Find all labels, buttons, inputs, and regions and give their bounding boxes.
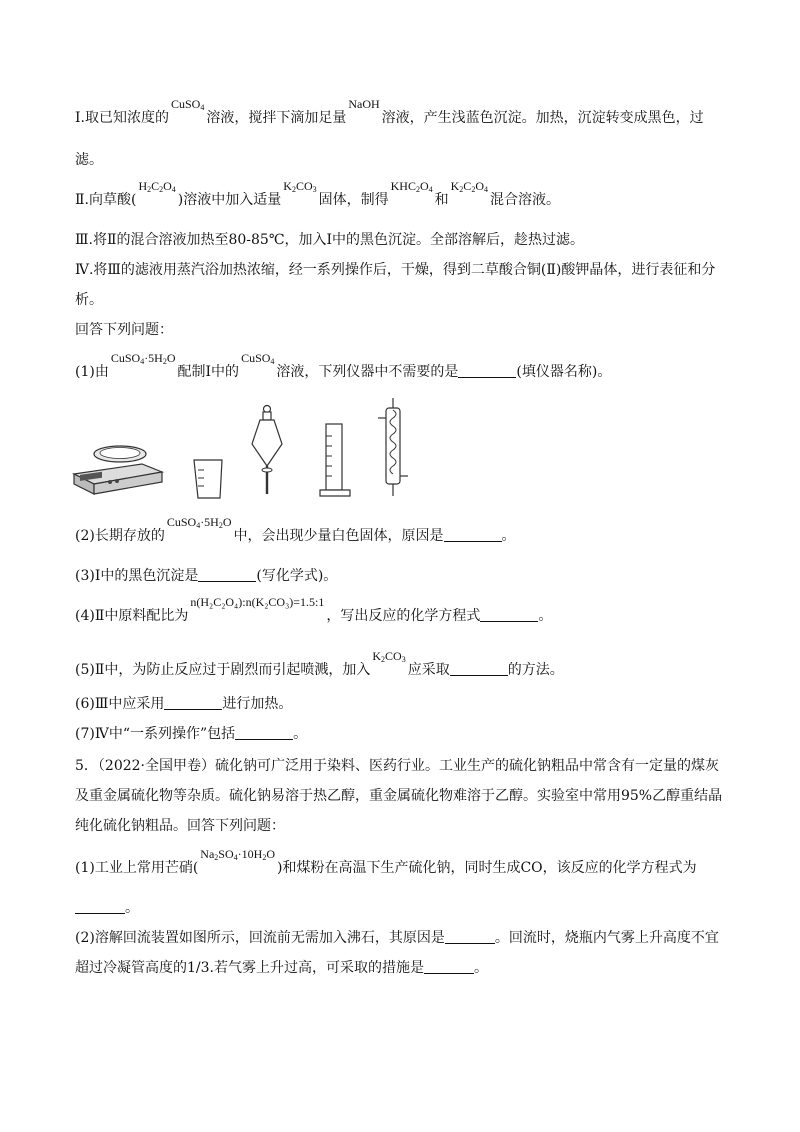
beaker-image xyxy=(192,458,226,500)
graduated-cylinder-image xyxy=(318,422,352,498)
formula-cuso4-5h2o: $CuSO_4\cdot 5H_2O$ xyxy=(166,515,232,530)
answer-blank-p5-q2b[interactable] xyxy=(424,959,474,974)
step-2-line: Ⅱ.向草酸$(H_2C_2O_4)$溶液中加入适量$K_2CO_3$固体，制得$KHC_2O_4$和$K_2C_2O_4$混合溶液。 xyxy=(75,190,740,212)
balance-image xyxy=(72,438,164,498)
question-6: (6)Ⅲ中应采用 进行加热。 xyxy=(75,696,293,712)
problem-5-question-2: (2)溶解回流装置如图所示，回流前无需加入沸石，其原因是 。回流时，烧瓶内气雾上升高度不宜 xyxy=(75,930,719,946)
formula-na2so4-10h2o: $Na_2SO_4\cdot 10H_2O$ xyxy=(200,847,275,862)
question-5: (5)Ⅱ中，为防止反应过于剧烈而引起喷溅，加入$K_2CO_3$应采取 的方法。 xyxy=(75,660,740,682)
formula-khc2o4: $KHC_2O_4$ xyxy=(390,179,433,194)
formula-k2c2o4: $K_2C_2O_4$ xyxy=(450,179,488,194)
step-1-line: Ⅰ.取已知浓度的CuSO$_4$溶液，搅拌下滴加足量NaOH溶液，产生浅蓝色沉淀。加热，沉淀转变成黑色，过 xyxy=(75,108,740,130)
answer-blank-q3[interactable] xyxy=(198,567,256,582)
answer-blank-p5-q2a[interactable] xyxy=(445,929,495,944)
question-2: (2)长期存放的$CuSO_4\cdot 5H_2O$中，会出现少量白色固体，原因是 。 xyxy=(75,526,740,548)
answer-blank-q4[interactable] xyxy=(480,607,538,622)
step-4-line-2: 析。 xyxy=(75,292,103,308)
question-3: (3)Ⅰ中的黑色沉淀是 (写化学式)。 xyxy=(75,568,338,584)
problem-5-question-1: (1)工业上常用芒硝$(Na_2SO_4\cdot 10H_2O)$和煤粉在高温下生产硫化钠，同时生成CO，该反应的化学方程式为 xyxy=(75,858,740,880)
question-4: (4)Ⅱ中原料配比为n(H₂C₂O₄):n(K₂CO₃)=1.5:1，写出反应的化学方程式 。 xyxy=(75,606,740,626)
step-3-line: Ⅲ.将Ⅱ的混合溶液加热至80-85℃，加入Ⅰ中的黑色沉淀。全部溶解后，趁热过滤。 xyxy=(75,232,585,248)
answer-blank-q5[interactable] xyxy=(450,661,508,676)
answer-blank-q7[interactable] xyxy=(235,725,293,740)
problem-5-question-2-line-2: 超过冷凝管高度的1/3.若气雾上升过高，可采取的措施是 。 xyxy=(75,960,488,976)
formula-h2c2o4: $H_2C_2O_4$ xyxy=(138,179,176,194)
separatory-funnel-image xyxy=(250,404,284,496)
formula-k2co3: $K_2CO_3$ xyxy=(372,649,406,664)
problem-5-line-1: 5．（2022·全国甲卷）硫化钠可广泛用于染料、医药行业。工业生产的硫化钠粗品中常含有一定量的煤灰 xyxy=(75,758,719,774)
step-4-line: Ⅳ.将Ⅲ的滤液用蒸汽浴加热浓缩，经一系列操作后，干燥，得到二草酸合铜(Ⅱ)酸钾晶体，进行表征和分 xyxy=(75,262,716,278)
answer-blank-p5-q1[interactable] xyxy=(75,899,125,914)
prompt-line: 回答下列问题： xyxy=(75,322,173,338)
formula-molar-ratio: n(H₂C₂O₄):n(K₂CO₃)=1.5:1 xyxy=(190,595,325,609)
question-7: (7)Ⅳ中“一系列操作”包括 。 xyxy=(75,726,308,742)
formula-cuso4-5h2o: $CuSO_4\cdot 5H_2O$ xyxy=(110,351,176,366)
question-1: (1)由$CuSO_4\cdot 5H_2O$配制Ⅰ中的CuSO$_4$溶液，下列仪器中不需要的是 (填仪器名称)。 xyxy=(75,362,740,384)
problem-5-question-1-line-2: 。 xyxy=(75,898,740,918)
formula-naoh: NaOH xyxy=(348,97,380,111)
step-1-line-2: 滤。 xyxy=(75,152,103,168)
problem-5-line-3: 纯化硫化钠粗品。回答下列问题： xyxy=(75,818,285,834)
answer-blank-q1[interactable] xyxy=(458,363,516,378)
formula-k2co3: $K_2CO_3$ xyxy=(283,179,317,194)
problem-5-line-2: 及重金属硫化物等杂质。硫化钠易溶于热乙醇，重金属硫化物难溶于乙醇。实验室中常用95%乙醇重结晶 xyxy=(75,788,723,804)
apparatus-figure xyxy=(70,400,510,500)
condenser-image xyxy=(376,398,410,498)
answer-blank-q2[interactable] xyxy=(444,527,502,542)
formula-cuso4: CuSO$_4$ xyxy=(241,351,275,366)
formula-cuso4: CuSO$_4$ xyxy=(170,97,205,112)
answer-blank-q6[interactable] xyxy=(164,695,222,710)
